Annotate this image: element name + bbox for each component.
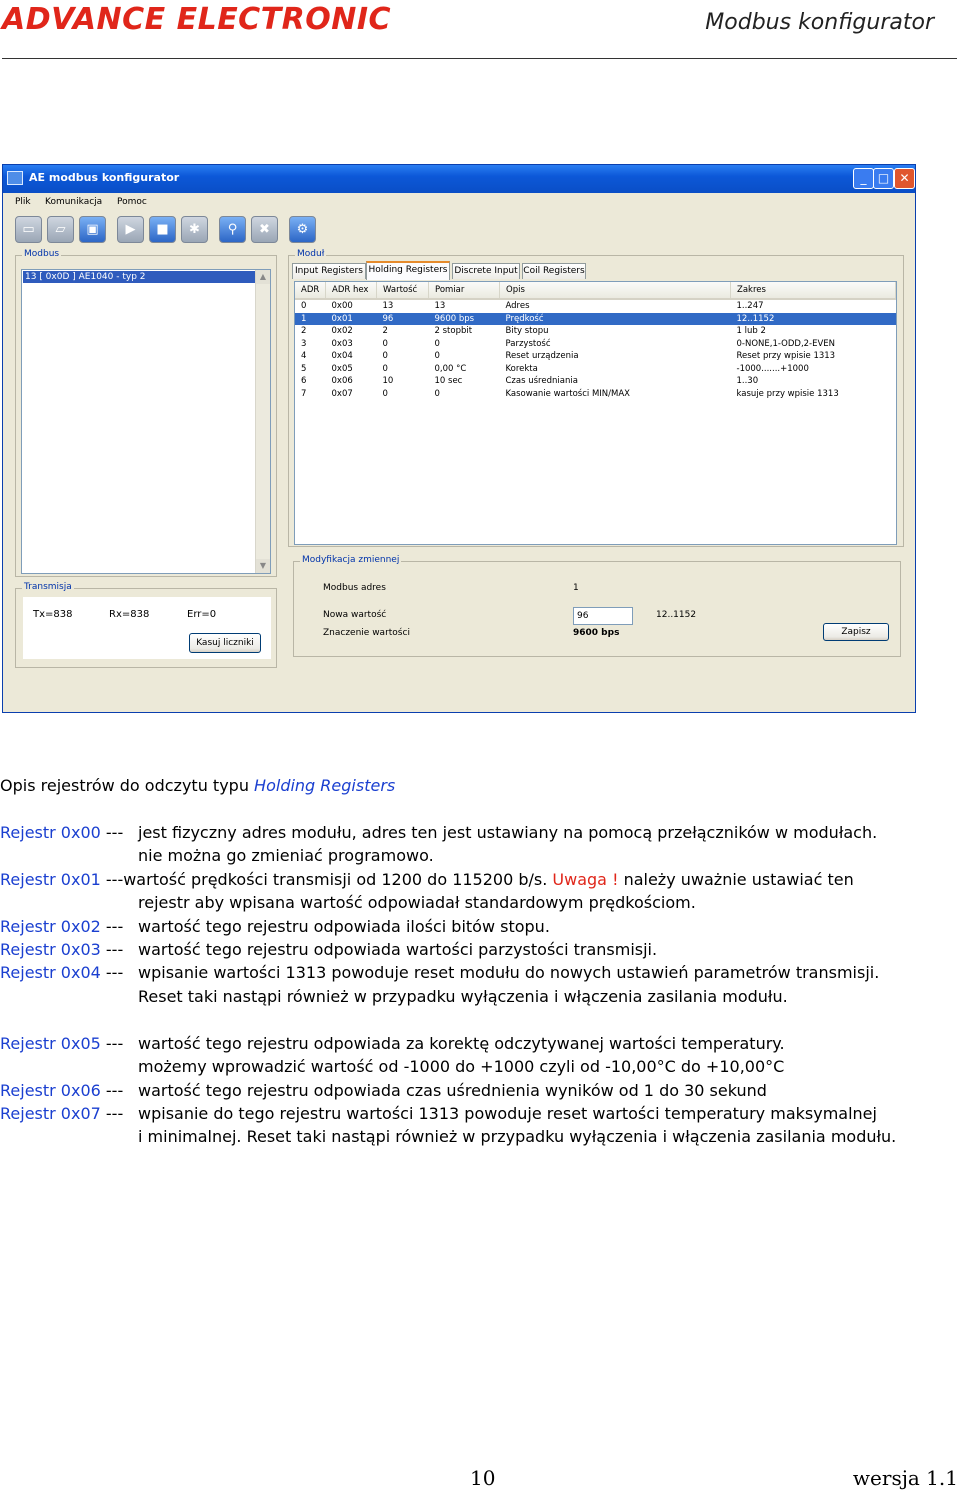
rx-counter: Rx=838 xyxy=(109,609,150,620)
table-cell: 0 xyxy=(434,338,440,349)
table-cell: 0 xyxy=(382,351,388,362)
col-value[interactable]: Wartość xyxy=(377,282,429,299)
register-key: Rejestr 0x07 xyxy=(0,1104,101,1123)
table-cell: Adres xyxy=(505,301,530,312)
register-separator: --- xyxy=(100,1081,124,1100)
table-cell: 0 xyxy=(382,388,388,399)
register-key: Rejestr 0x03 xyxy=(0,940,101,959)
tab-coil-registers[interactable]: Coil Registers xyxy=(522,263,586,279)
document-title: Modbus konfigurator xyxy=(705,10,934,35)
register-0x03-line1 xyxy=(0,940,123,959)
maximize-button[interactable]: □ xyxy=(873,168,894,189)
table-cell: 2 stopbit xyxy=(434,326,473,337)
save-icon[interactable]: ▣ xyxy=(79,216,106,243)
header-divider xyxy=(2,58,957,59)
register-0x01-desc2: rejestr aby wpisana wartość odpowiadał standardowym prędkościom. xyxy=(138,893,696,912)
table-cell: 1..247 xyxy=(736,301,764,312)
table-cell: 0 xyxy=(301,301,307,312)
col-description[interactable]: Opis xyxy=(500,282,731,299)
module-group-label: Moduł xyxy=(297,249,325,259)
app-icon xyxy=(7,171,23,185)
table-cell: 1 xyxy=(295,313,326,326)
table-cell: 0 xyxy=(434,351,440,362)
modbus-address-label: Modbus adres xyxy=(323,583,386,593)
register-0x01-line1 xyxy=(0,870,854,889)
brand-logo: ADVANCE ELECTRONIC xyxy=(2,2,392,37)
stop-icon[interactable]: ■ xyxy=(149,216,176,243)
register-key: Rejestr 0x01 xyxy=(0,870,101,889)
table-row[interactable] xyxy=(295,338,896,351)
register-0x00-desc2: nie można go zmieniać programowo. xyxy=(138,846,434,865)
table-cell: kasuje przy wpisie 1313 xyxy=(736,388,839,399)
register-key: Rejestr 0x00 xyxy=(0,823,101,842)
menu-komunikacja[interactable]: Komunikacja xyxy=(45,197,103,207)
table-cell: 0-NONE,1-ODD,2-EVEN xyxy=(736,338,836,349)
col-measurement[interactable]: Pomiar xyxy=(429,282,500,299)
search-icon[interactable]: ⚲ xyxy=(219,216,246,243)
register-separator: --- xyxy=(100,940,124,959)
table-cell: 0x03 xyxy=(331,338,353,349)
table-cell: 2 xyxy=(301,326,307,337)
table-cell: 0x04 xyxy=(331,351,353,362)
tab-discrete-input[interactable]: Discrete Input xyxy=(452,263,520,279)
register-desc-continued: należy uważnie ustawiać ten xyxy=(618,870,854,889)
col-range[interactable]: Zakres xyxy=(731,282,896,299)
table-cell: -1000.......+1000 xyxy=(736,363,809,374)
section-title-prefix: Opis rejestrów do odczytu typu xyxy=(0,776,255,795)
table-cell: 5 xyxy=(301,363,307,374)
transmission-group-label: Transmisja xyxy=(24,582,72,592)
register-key: Rejestr 0x02 xyxy=(0,917,101,936)
close-button[interactable]: ✕ xyxy=(894,168,915,189)
window-title: AE modbus konfigurator xyxy=(29,171,180,184)
table-cell: 6 xyxy=(301,376,307,387)
menu-plik[interactable]: Plik xyxy=(15,197,31,207)
register-separator: --- xyxy=(100,1034,124,1053)
register-0x02-line1 xyxy=(0,917,123,936)
open-folder-icon[interactable]: ▱ xyxy=(47,216,74,243)
register-tabs xyxy=(292,261,922,279)
register-0x03-desc1: wartość tego rejestru odpowiada wartości parzystości transmisji. xyxy=(138,940,658,959)
new-value-label: Nowa wartość xyxy=(323,610,387,620)
table-cell: 2 xyxy=(382,326,388,337)
table-cell: 0x00 xyxy=(331,301,353,312)
table-header-row xyxy=(295,282,896,299)
app-window xyxy=(2,164,916,713)
register-separator: --- xyxy=(100,917,124,936)
register-0x05-desc2: możemy wprowadzić wartość od -1000 do +1000 czyli od -10,00°C do +10,00°C xyxy=(138,1057,785,1076)
window-titlebar[interactable] xyxy=(3,165,915,193)
register-key: Rejestr 0x06 xyxy=(0,1081,101,1100)
table-cell: Reset urządzenia xyxy=(505,351,579,362)
device-list-scrollbar[interactable] xyxy=(255,270,270,573)
register-desc: wartość prędkości transmisji od 1200 do 115200 b/s. xyxy=(123,870,553,889)
table-cell: Parzystość xyxy=(505,338,551,349)
register-separator: --- xyxy=(100,963,124,982)
register-separator: --- xyxy=(100,870,124,889)
reset-counters-button[interactable]: Kasuj liczniki xyxy=(189,633,261,653)
table-row[interactable] xyxy=(295,350,896,363)
scroll-up-icon[interactable]: ▲ xyxy=(256,270,270,284)
modbus-group-label: Modbus xyxy=(24,249,60,259)
new-icon[interactable]: ▭ xyxy=(15,216,42,243)
table-cell: 1..30 xyxy=(736,376,759,387)
table-row[interactable] xyxy=(295,388,896,401)
table-cell: 4 xyxy=(301,351,307,362)
menu-pomoc[interactable]: Pomoc xyxy=(117,197,147,207)
warning-label: Uwaga ! xyxy=(552,870,619,889)
table-cell: Kasowanie wartości MIN/MAX xyxy=(505,388,630,399)
register-0x07-desc1: wpisanie do tego rejestru wartości 1313 powoduje reset wartości temperatury maksymalnej xyxy=(138,1104,877,1123)
value-meaning-text: 9600 bps xyxy=(573,628,620,638)
value-meaning-label: Znaczenie wartości xyxy=(323,628,410,638)
modify-panel xyxy=(303,567,898,652)
table-cell: Reset przy wpisie 1313 xyxy=(736,351,836,362)
table-row[interactable] xyxy=(295,299,896,313)
register-0x04-desc1: wpisanie wartości 1313 powoduje reset modułu do nowych ustawień parametrów transmisji. xyxy=(138,963,880,982)
scroll-down-icon[interactable]: ▼ xyxy=(256,559,270,573)
table-cell: 0 xyxy=(382,338,388,349)
table-cell: Czas uśredniania xyxy=(505,376,578,387)
err-counter: Err=0 xyxy=(187,609,217,620)
register-0x04-line1 xyxy=(0,963,123,982)
page-number: 10 xyxy=(470,1466,496,1490)
register-key: Rejestr 0x05 xyxy=(0,1034,101,1053)
register-0x02-desc1: wartość tego rejestru odpowiada ilości bitów stopu. xyxy=(138,917,550,936)
table-cell: Korekta xyxy=(505,363,538,374)
register-separator: --- xyxy=(100,823,124,842)
table-cell: 0x06 xyxy=(331,376,353,387)
register-0x05-line1 xyxy=(0,1034,123,1053)
table-cell: 0 xyxy=(382,363,388,374)
transmission-panel xyxy=(23,597,271,659)
modify-group-label: Modyfikacja zmiennej xyxy=(302,555,400,565)
table-cell: 96 xyxy=(377,313,429,326)
register-0x06-desc1: wartość tego rejestru odpowiada czas uśrednienia wyników od 1 do 30 sekund xyxy=(138,1081,767,1100)
table-cell: 13 xyxy=(434,301,446,312)
table-row[interactable] xyxy=(295,325,896,338)
table-cell: 0 xyxy=(434,388,440,399)
device-list[interactable] xyxy=(21,269,271,574)
value-range-text: 12..1152 xyxy=(656,610,697,620)
register-0x04-desc2: Reset taki nastąpi również w przypadku wyłączenia i włączenia zasilania modułu. xyxy=(138,987,788,1006)
register-0x00-desc1: jest fizyczny adres modułu, adres ten jest ustawiany na pomocą przełączników w modułach. xyxy=(138,823,878,842)
table-cell: 0x02 xyxy=(331,326,353,337)
table-cell: 0x07 xyxy=(331,388,353,399)
settings-icon[interactable]: ✱ xyxy=(181,216,208,243)
device-list-item[interactable]: 13 [ 0x0D ] AE1040 - typ 2 xyxy=(23,271,269,283)
play-icon[interactable]: ▶ xyxy=(117,216,144,243)
modbus-address-value: 1 xyxy=(573,583,579,593)
register-0x05-desc1: wartość tego rejestru odpowiada za korektę odczytywanej wartości temperatury. xyxy=(138,1034,785,1053)
register-key: Rejestr 0x04 xyxy=(0,963,101,982)
minimize-button[interactable]: _ xyxy=(853,168,874,189)
menu-bar xyxy=(3,193,915,213)
table-cell: 12..1152 xyxy=(731,313,896,326)
table-cell: 0,00 °C xyxy=(434,363,467,374)
register-0x00-line1 xyxy=(0,823,123,842)
table-cell: 10 xyxy=(382,376,394,387)
version-label: wersja 1.1 xyxy=(852,1466,958,1490)
tx-counter: Tx=838 xyxy=(33,609,73,620)
table-cell: 0x01 xyxy=(326,313,377,326)
save-button[interactable]: Zapisz xyxy=(823,623,889,641)
tab-holding-registers[interactable]: Holding Registers xyxy=(366,261,450,280)
tab-input-registers[interactable]: Input Registers xyxy=(292,263,366,279)
register-separator: --- xyxy=(100,1104,124,1123)
table-cell: 9600 bps xyxy=(429,313,500,326)
table-cell: Prędkość xyxy=(500,313,731,326)
table-row[interactable] xyxy=(295,363,896,376)
register-0x07-line1 xyxy=(0,1104,123,1123)
table-cell: 7 xyxy=(301,388,307,399)
col-adr[interactable]: ADR xyxy=(295,282,326,299)
table-cell: 13 xyxy=(382,301,394,312)
table-cell: 10 sec xyxy=(434,376,463,387)
holding-registers-table xyxy=(294,281,897,545)
section-title-highlight: Holding Registers xyxy=(254,776,396,795)
table-cell: 3 xyxy=(301,338,307,349)
table-row[interactable] xyxy=(295,375,896,388)
register-0x07-desc2: i minimalnej. Reset taki nastąpi również w przypadku wyłączenia i włączenia zasilania modułu. xyxy=(138,1127,897,1146)
toolbar xyxy=(3,213,915,246)
col-adr-hex[interactable]: ADR hex xyxy=(326,282,377,299)
connection-icon[interactable]: ⚙ xyxy=(289,216,316,243)
register-0x06-line1 xyxy=(0,1081,123,1100)
section-title xyxy=(0,776,395,795)
table-cell: 0x05 xyxy=(331,363,353,374)
table-cell: Bity stopu xyxy=(505,326,549,337)
table-row[interactable] xyxy=(295,313,896,326)
table-cell: 1 lub 2 xyxy=(736,326,766,337)
disconnect-icon[interactable]: ✖ xyxy=(251,216,278,243)
new-value-input[interactable]: 96 xyxy=(573,607,633,625)
